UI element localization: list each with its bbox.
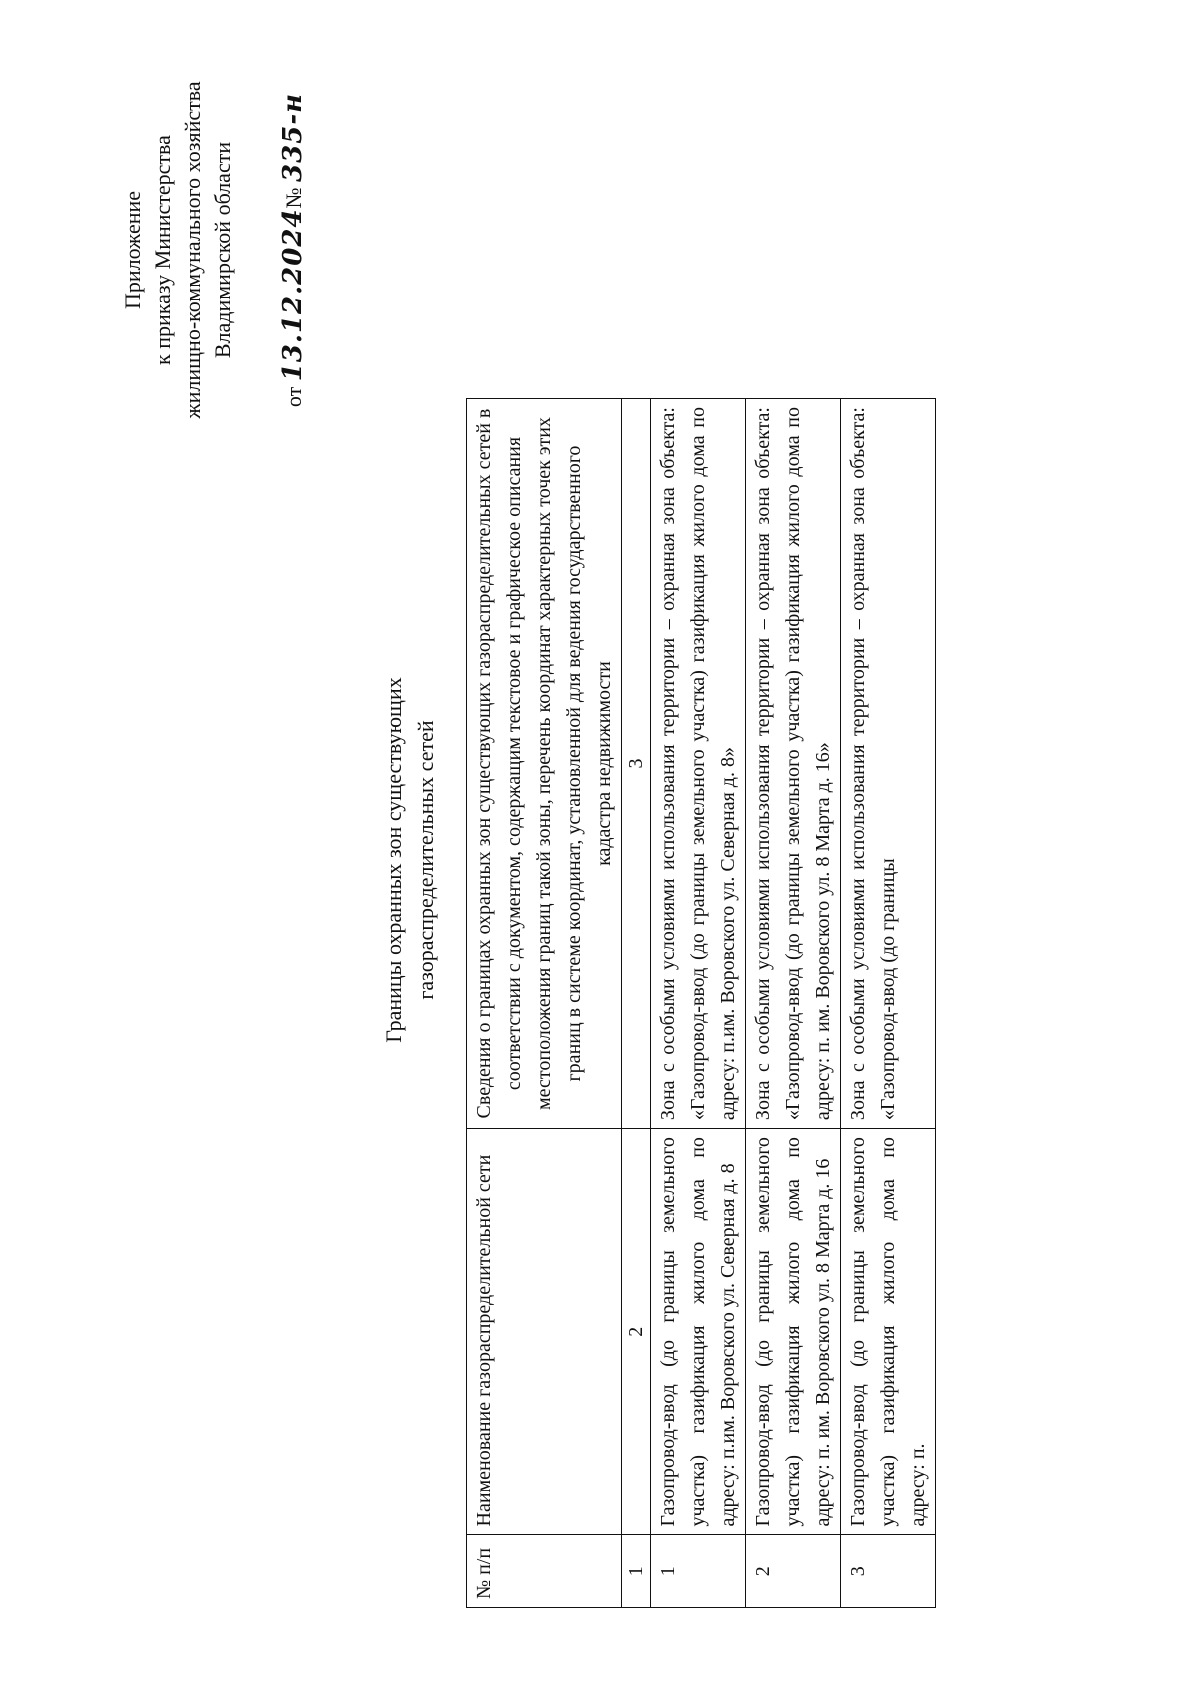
order-reference	[278, 40, 309, 460]
appendix-line: жилищно-коммунального хозяйства	[180, 81, 205, 419]
row-zone-info: Зона с особыми условиями использования территории – охранная зона объекта: «Газопровод-ввод (до границы	[841, 399, 936, 1129]
appendix-line: Приложение	[120, 190, 145, 310]
column-number-row	[622, 399, 651, 1608]
table-row	[651, 399, 746, 1608]
row-network-name: Газопровод-ввод (до границы земельного участка) газификация жилого дома по адресу: п. им. Воровского ул. 8 Марта д. 16	[746, 1129, 841, 1535]
appendix-line: Владимирской области	[210, 141, 235, 359]
row-network-name: Газопровод-ввод (до границы земельного участка) газификация жилого дома по адресу: п.	[841, 1129, 936, 1535]
title-line: Границы охранных зон существующих	[381, 677, 406, 1043]
row-number: 1	[651, 1535, 746, 1608]
appendix-line: к приказу Министерства	[150, 135, 175, 365]
row-number: 2	[746, 1535, 841, 1608]
header-number: № п/п	[467, 1535, 622, 1608]
row-zone-info: Зона с особыми условиями использования территории – охранная зона объекта: «Газопровод-ввод (до границы земельного участка) газификация жилого дома по адресу: п. им. Воровского ул. 8 Марта д. 16»	[746, 399, 841, 1129]
order-number-handwritten: 335-н	[278, 92, 308, 182]
column-number: 1	[622, 1535, 651, 1608]
document-title	[378, 580, 442, 1140]
header-zone-info: Сведения о границах охранных зон существующих газораспределительных сетей в соответствии с документом, содержащим текстовое и графическое описания местоположения границ такой зоны, перечень координат характерных точек этих границ в системе координат, установленной для ведения государственного кадастра недвижимости	[467, 399, 622, 1129]
order-date-handwritten: 13.12.2024	[278, 208, 308, 382]
header-network-name: Наименование газораспределительной сети	[467, 1129, 622, 1535]
protection-zones-table	[466, 398, 936, 1608]
row-zone-info: Зона с особыми условиями использования территории – охранная зона объекта: «Газопровод-ввод (до границы земельного участка) газификация жилого дома по адресу: п.им. Воровского ул. Северная д. 8»	[651, 399, 746, 1129]
order-prefix: от	[281, 386, 306, 408]
appendix-block	[118, 40, 238, 460]
title-line: газораспределительных сетей	[413, 720, 438, 1000]
column-number: 3	[622, 399, 651, 1129]
column-number: 2	[622, 1129, 651, 1535]
table-header-row	[467, 399, 622, 1608]
order-number-label: №	[281, 187, 306, 209]
row-network-name: Газопровод-ввод (до границы земельного участка) газификация жилого дома по адресу: п.им. Воровского ул. Северная д. 8	[651, 1129, 746, 1535]
table-row	[746, 399, 841, 1608]
row-number: 3	[841, 1535, 936, 1608]
table-row	[841, 399, 936, 1608]
